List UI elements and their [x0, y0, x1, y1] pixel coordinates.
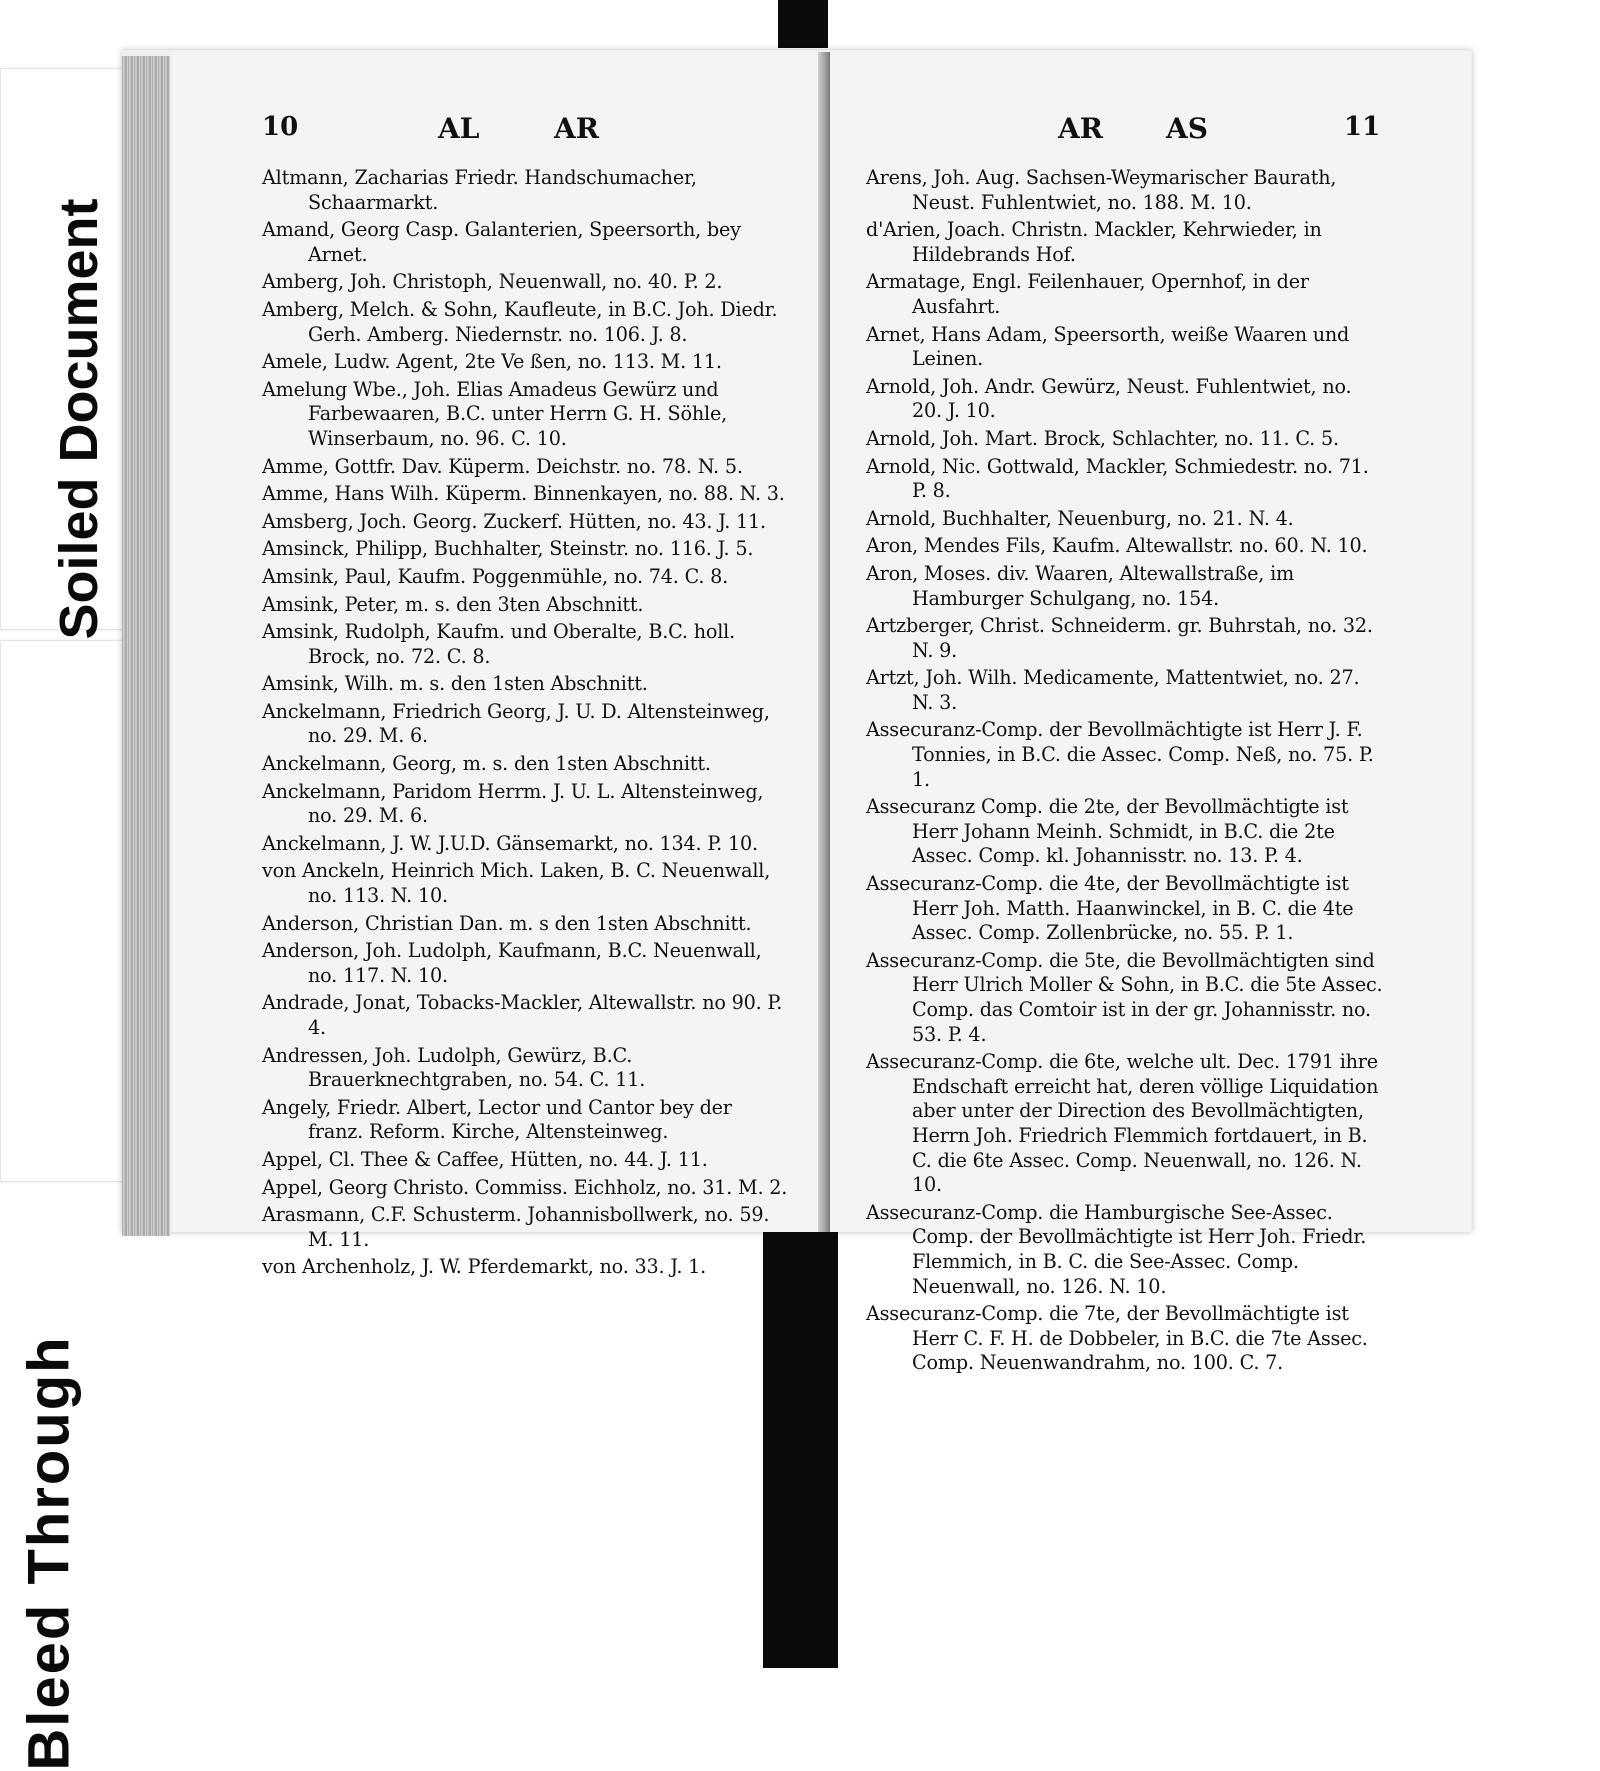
- directory-entry: Amberg, Joh. Christoph, Neuenwall, no. 40. P. 2.: [262, 270, 723, 294]
- directory-entry: Amsink, Wilh. m. s. den 1sten Abschnitt.: [262, 672, 648, 696]
- directory-entry: Amme, Gottfr. Dav. Küperm. Deichstr. no. 78. N. 5.: [262, 454, 743, 478]
- directory-entry: Amsink, Paul, Kaufm. Poggenmühle, no. 74. C. 8.: [262, 564, 729, 588]
- left-page: [172, 52, 827, 1279]
- directory-entry: von Archenholz, J. W. Pferdemarkt, no. 33. J. 1.: [262, 1255, 707, 1279]
- directory-entry: Amelung Wbe., Joh. Elias Amadeus Gewürz und Farbewaaren, B.C. unter Herrn G. H. Söhle, Winserbaum, no. 96. C. 10.: [262, 377, 727, 450]
- directory-entry: Anderson, Joh. Ludolph, Kaufmann, B.C. Neuenwall, no. 117. N. 10.: [262, 939, 762, 987]
- page-edge-stack: [122, 56, 170, 1236]
- left-running-head: [262, 112, 792, 154]
- directory-entry: Artzt, Joh. Wilh. Medicamente, Mattentwiet, no. 27. N. 3.: [866, 666, 1360, 714]
- binding-strip-top: [778, 0, 828, 48]
- right-page-number: 11: [1344, 112, 1381, 142]
- soiled-document-label: Soiled Document: [49, 198, 109, 640]
- directory-entry: Assecuranz-Comp. die Hamburgische See-Assec. Comp. der Bevollmächtigte ist Herr Joh. Friedr. Flemmich, in B. C. die See-Assec. Comp. Neuenwall, no. 126. N. 10.: [866, 1200, 1367, 1298]
- directory-entry: Assecuranz Comp. die 2te, der Bevollmächtigte ist Herr Johann Meinh. Schmidt, in B.C. die 2te Assec. Comp. kl. Johannisstr. no. 13. P. 4.: [866, 795, 1349, 868]
- directory-entry: Assecuranz-Comp. die 4te, der Bevollmächtigte ist Herr Joh. Matth. Haanwinckel, in B. C. die 4te Assec. Comp. Zollenbrücke, no. 55. P. 1.: [866, 872, 1354, 945]
- directory-entry: Arasmann, C.F. Schusterm. Johannisbollwerk, no. 59. M. 11.: [262, 1203, 770, 1251]
- directory-entry: Amsberg, Joch. Georg. Zuckerf. Hütten, no. 43. J. 11.: [262, 509, 766, 533]
- directory-entry: Amsink, Rudolph, Kaufm. und Oberalte, B.C. holl. Brock, no. 72. C. 8.: [262, 620, 736, 668]
- directory-entry: Amme, Hans Wilh. Küperm. Binnenkayen, no. 88. N. 3.: [262, 482, 785, 506]
- right-page-content: [866, 112, 1386, 1376]
- directory-entry: Anckelmann, Georg, m. s. den 1sten Abschnitt.: [262, 752, 711, 776]
- left-page-content: [262, 112, 792, 1280]
- right-heading-1: AR: [1058, 112, 1103, 145]
- directory-entry: Assecuranz-Comp. der Bevollmächtigte ist Herr J. F. Tonnies, in B.C. die Assec. Comp. Neß, no. 75. P. 1.: [866, 718, 1374, 791]
- directory-entry: Arnold, Nic. Gottwald, Mackler, Schmiedestr. no. 71. P. 8.: [866, 454, 1369, 503]
- directory-entry: von Anckeln, Heinrich Mich. Laken, B. C. Neuenwall, no. 113. N. 10.: [262, 859, 771, 908]
- right-running-head: [866, 112, 1386, 154]
- directory-entry: Appel, Cl. Thee & Caffee, Hütten, no. 44. J. 11.: [262, 1147, 708, 1171]
- bleed-through-label: Bleed Through: [16, 1335, 82, 1771]
- directory-entry: Amberg, Melch. & Sohn, Kaufleute, in B.C. Joh. Diedr. Gerh. Amberg. Niedernstr. no. 106. J. 8.: [262, 297, 778, 346]
- directory-entry: Armatage, Engl. Feilenhauer, Opernhof, in der Ausfahrt.: [866, 270, 1309, 318]
- directory-entry: Anckelmann, Paridom Herrm. J. U. L. Altensteinweg, no. 29. M. 6.: [262, 779, 764, 828]
- left-entry-list: [262, 166, 792, 1280]
- directory-entry: Altmann, Zacharias Friedr. Handschumacher, Schaarmarkt.: [262, 166, 697, 214]
- directory-entry: d'Arien, Joach. Christn. Mackler, Kehrwieder, in Hildebrands Hof.: [866, 218, 1322, 266]
- directory-entry: Aron, Moses. div. Waaren, Altewallstraße, im Hamburger Schulgang, no. 154.: [866, 561, 1295, 610]
- directory-entry: Assecuranz-Comp. die 7te, der Bevollmächtigte ist Herr C. F. H. de Dobbeler, in B.C. die 7te Assec. Comp. Neuenwandrahm, no. 100. C. 7.: [866, 1302, 1368, 1375]
- binding-strip-bottom: [763, 1232, 838, 1668]
- directory-entry: Angely, Friedr. Albert, Lector und Cantor bey der franz. Reform. Kirche, Altensteinweg.: [262, 1095, 732, 1144]
- directory-entry: Assecuranz-Comp. die 6te, welche ult. Dec. 1791 ihre Endschaft erreicht hat, deren völlige Liquidation aber unter der Direction des Bevollmächtigten, Herrn Joh. Friedrich Flemmich fortdauert, in B. C. die 6te Assec. Comp. Neuenwall, no. 126. N. 10.: [866, 1050, 1379, 1197]
- directory-entry: Arnold, Joh. Mart. Brock, Schlachter, no. 11. C. 5.: [866, 426, 1339, 450]
- directory-entry: Arens, Joh. Aug. Sachsen-Weymarischer Baurath, Neust. Fuhlentwiet, no. 188. M. 10.: [866, 166, 1337, 214]
- right-entry-list: [866, 166, 1386, 1376]
- directory-entry: Anderson, Christian Dan. m. s den 1sten Abschnitt.: [262, 911, 752, 935]
- directory-entry: Amsink, Peter, m. s. den 3ten Abschnitt.: [262, 592, 644, 616]
- directory-entry: Arnold, Joh. Andr. Gewürz, Neust. Fuhlentwiet, no. 20. J. 10.: [866, 374, 1352, 423]
- left-heading-2: AR: [554, 112, 599, 145]
- directory-entry: Arnet, Hans Adam, Speersorth, weiße Waaren und Leinen.: [866, 322, 1350, 371]
- directory-entry: Andressen, Joh. Ludolph, Gewürz, B.C. Brauerknechtgraben, no. 54. C. 11.: [262, 1043, 646, 1092]
- directory-entry: Assecuranz-Comp. die 5te, die Bevollmächtigten sind Herr Ulrich Moller & Sohn, in B.C. die 5te Assec. Comp. das Comtoir ist in der gr. Johannisstr. no. 53. P. 4.: [866, 948, 1383, 1046]
- directory-entry: Amand, Georg Casp. Galanterien, Speersorth, bey Arnet.: [262, 218, 741, 266]
- directory-entry: Anckelmann, Friedrich Georg, J. U. D. Altensteinweg, no. 29. M. 6.: [262, 699, 770, 748]
- directory-entry: Amsinck, Philipp, Buchhalter, Steinstr. no. 116. J. 5.: [262, 537, 754, 561]
- directory-entry: Appel, Georg Christo. Commiss. Eichholz, no. 31. M. 2.: [262, 1175, 788, 1199]
- right-heading-2: AS: [1166, 112, 1208, 145]
- left-heading-1: AL: [438, 112, 480, 145]
- directory-entry: Artzberger, Christ. Schneiderm. gr. Buhrstah, no. 32. N. 9.: [866, 614, 1373, 662]
- left-page-number: 10: [262, 112, 299, 142]
- directory-entry: Anckelmann, J. W. J.U.D. Gänsemarkt, no. 134. P. 10.: [262, 831, 758, 855]
- directory-entry: Amele, Ludw. Agent, 2te Ve ßen, no. 113. M. 11.: [262, 350, 722, 374]
- directory-entry: Arnold, Buchhalter, Neuenburg, no. 21. N. 4.: [866, 506, 1294, 530]
- right-page: [830, 52, 1470, 1375]
- directory-entry: Aron, Mendes Fils, Kaufm. Altewallstr. no. 60. N. 10.: [866, 534, 1368, 558]
- directory-entry: Andrade, Jonat, Tobacks-Mackler, Altewallstr. no 90. P. 4.: [262, 991, 783, 1039]
- bleed-through-tab: [0, 640, 124, 1771]
